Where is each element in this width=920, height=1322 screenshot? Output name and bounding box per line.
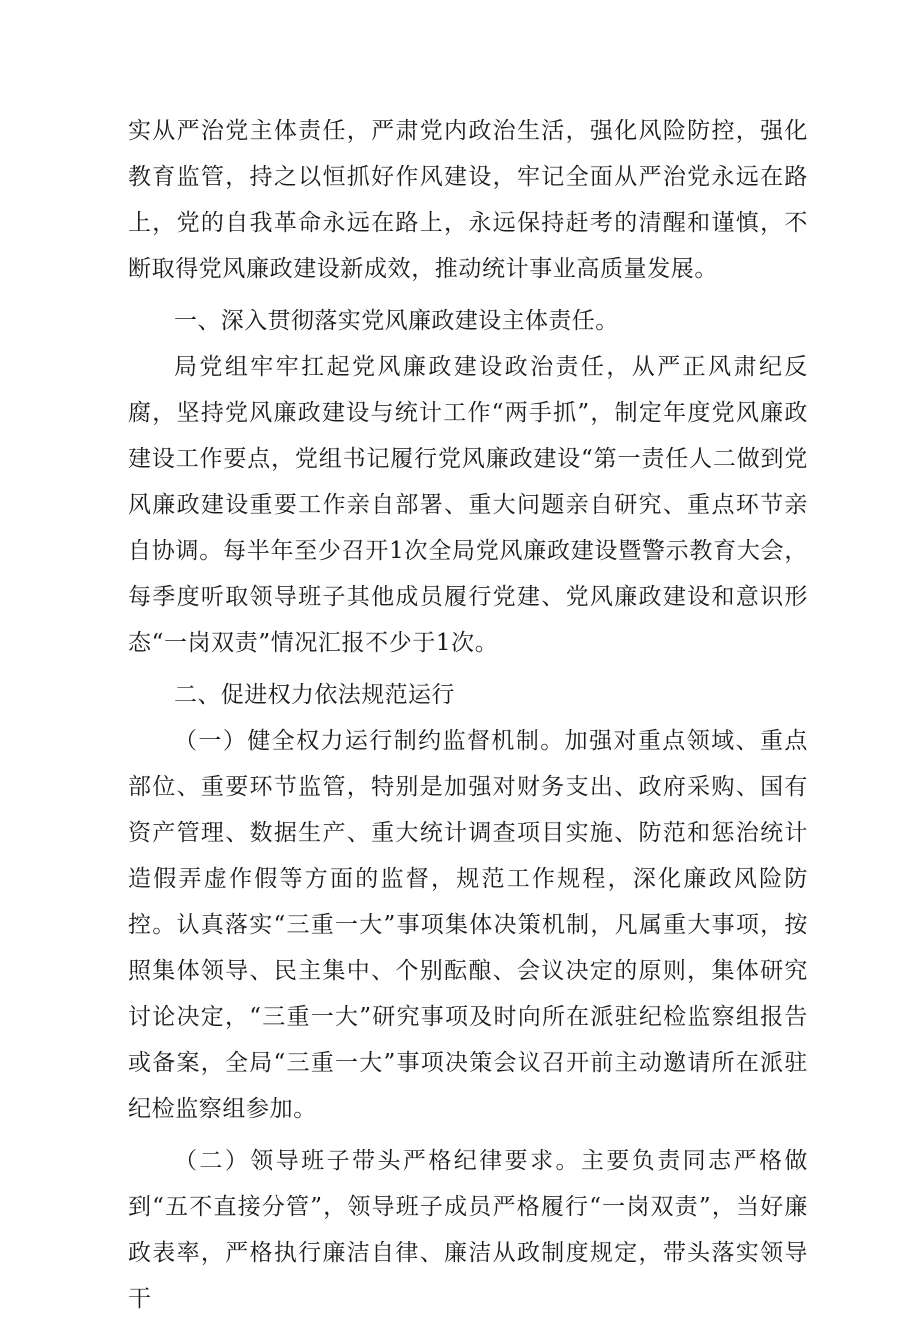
section-2-heading: 二、促进权力依法规范运行: [174, 682, 455, 708]
section-1-heading: 一、深入贯彻落实党风廉政建设主体责任。: [174, 308, 619, 334]
section-1-body: 局党组牢牢扛起党风廉政建设政治责任，从严正风肃纪反腐，坚持党风廉政建设与统计工作“两手抓”，制定年度党风廉政建设工作要点，党组书记履行党风廉政建设“第一责任人二做到党风廉政建设重要工作亲自部署、重大问题亲自研究、重点环节亲自协调。每半年至少召开1次全局党风廉政建设暨警示教育大会，每季度听取领导班子其他成员履行党建、党风廉政建设和意识形态“一岗双责”情况汇报不少于1次。: [128, 354, 808, 656]
section-2-item-2: （二）领导班子带头严格纪律要求。主要负责同志严格做到“五不直接分管”，领导班子成员严格履行“一岗双责”，当好廉政表率，严格执行廉洁自律、廉洁从政制度规定，带头落实领导干: [128, 1148, 808, 1312]
intro-paragraph: 实从严治党主体责任，严肃党内政治生活，强化风险防控，强化教育监管，持之以恒抓好作风建设，牢记全面从严治党永远在路上，党的自我革命永远在路上，永远保持赶考的清醒和谨慎，不断取得党风廉政建设新成效，推动统计事业高质量发展。: [128, 118, 808, 282]
section-2-item-1: （一）健全权力运行制约监督机制。加强对重点领域、重点部位、重要环节监管，特别是加强对财务支出、政府采购、国有资产管理、数据生产、重大统计调查项目实施、防范和惩治统计造假弄虚作假等方面的监督，规范工作规程，深化廉政风险防控。认真落实“三重一大”事项集体决策机制，凡属重大事项，按照集体领导、民主集中、个别酝酿、会议决定的原则，集体研究讨论决定，“三重一大”研究事项及时向所在派驻纪检监察组报告或备案，全局“三重一大”事项决策会议召开前主动邀请所在派驻纪检监察组参加。: [128, 728, 808, 1122]
